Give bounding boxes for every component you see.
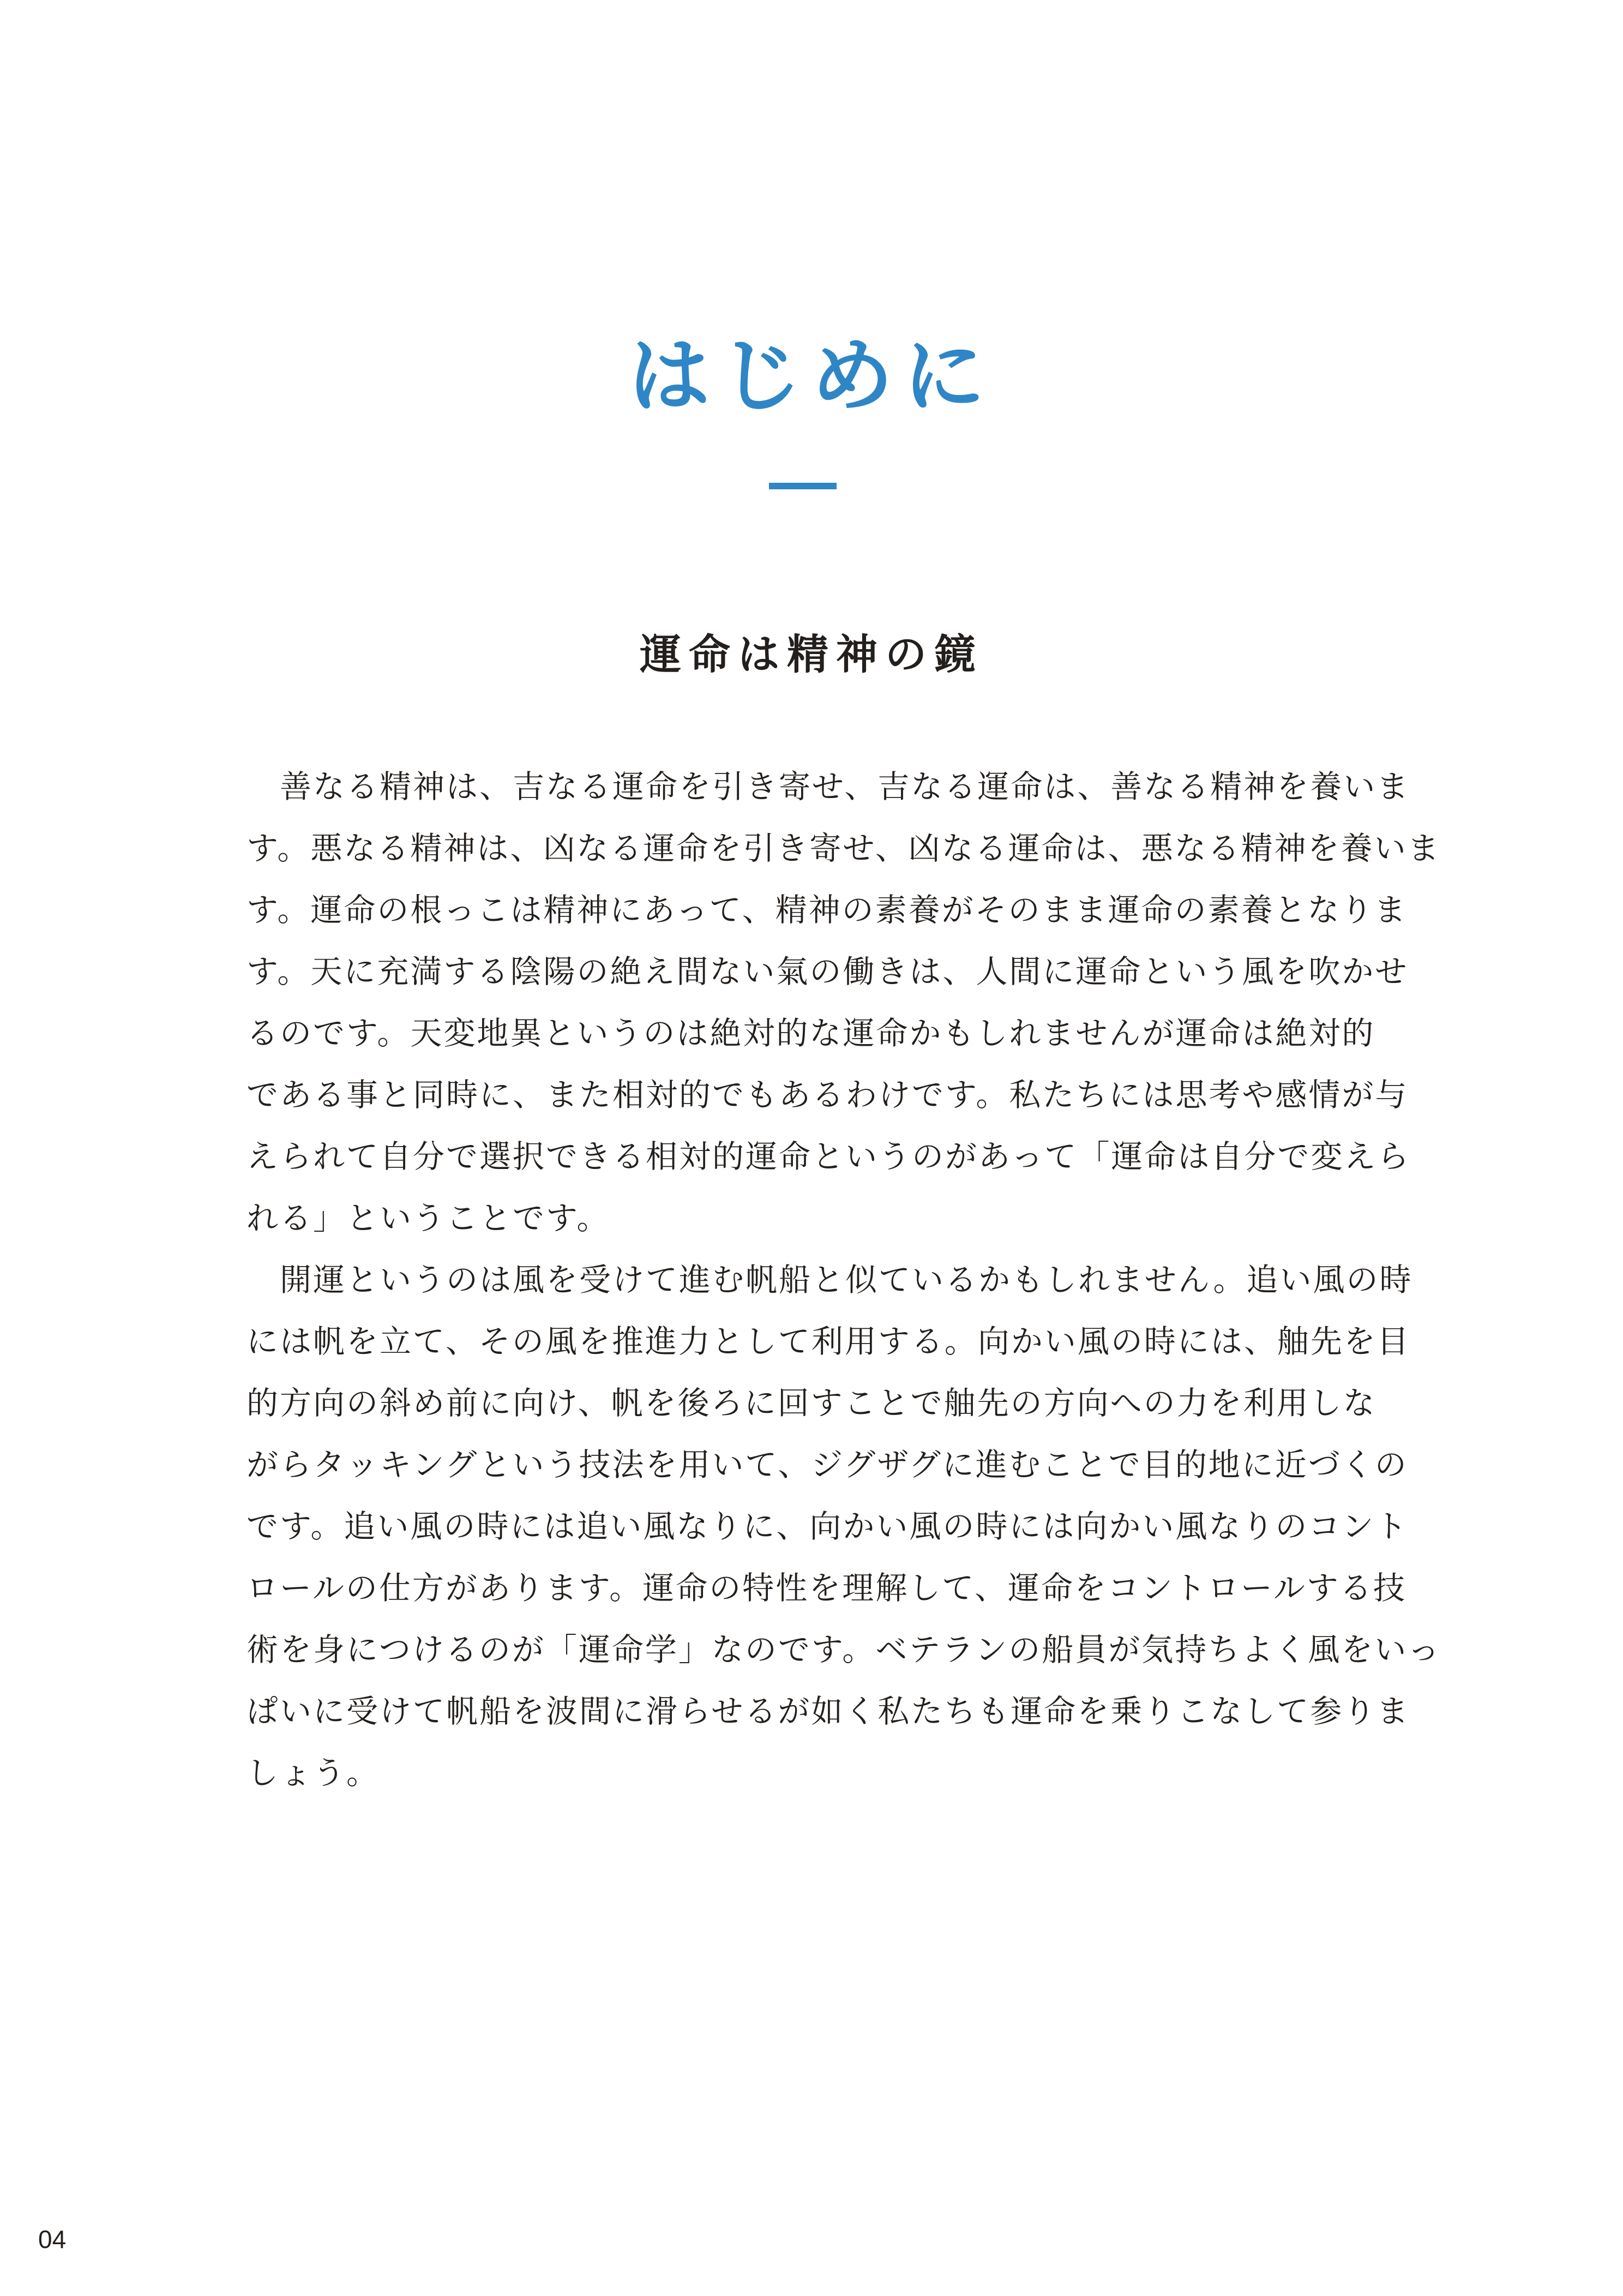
body-line: です。追い風の時には追い風なりに、向かい風の時には向かい風なりのコント bbox=[247, 1508, 1409, 1545]
body-line: ぱいに受けて帆船を波間に滑らせるが如く私たちも運命を乗りこなして参りま bbox=[247, 1693, 1410, 1730]
body-line: るのです。天変地異というのは絶対的な運命かもしれませんが運命は絶対的 bbox=[247, 1015, 1375, 1052]
body-line: ロールの仕方があります。運命の特性を理解して、運命をコントロールする技 bbox=[247, 1569, 1406, 1606]
title-underline-rule bbox=[769, 483, 837, 489]
body-line: えられて自分で選択できる相対的運命というのがあって「運命は自分で変えら bbox=[247, 1138, 1411, 1175]
body-line: す。天に充満する陰陽の絶え間ない氣の働きは、人間に運命という風を吹かせ bbox=[247, 953, 1409, 990]
section-subtitle: 運命は精神の鏡 bbox=[640, 630, 983, 679]
body-line: 術を身につけるのが「運命学」なのです。ベテランの船員が気持ちよく風をいっ bbox=[247, 1631, 1441, 1668]
body-line: す。運命の根っこは精神にあって、精神の素養がそのまま運命の素養となりま bbox=[247, 891, 1408, 928]
body-line: 善なる精神は、吉なる運命を引き寄せ、吉なる運命は、善なる精神を養いま bbox=[247, 768, 1410, 805]
page-title: はじめに bbox=[628, 329, 995, 424]
body-line: がらタッキングという技法を用いて、ジグザグに進むことで目的地に近づくの bbox=[247, 1446, 1408, 1483]
body-line: れる」ということです。 bbox=[247, 1200, 610, 1237]
body-text bbox=[247, 756, 1441, 1804]
body-line: しょう。 bbox=[247, 1754, 380, 1791]
body-line: 的方向の斜め前に向け、帆を後ろに回すことで舳先の方向への力を利用しな bbox=[247, 1384, 1376, 1422]
body-line: である事と同時に、また相対的でもあるわけです。私たちには思考や感情が与 bbox=[247, 1076, 1409, 1113]
page-number: 04 bbox=[38, 2225, 67, 2253]
body-line: す。悪なる精神は、凶なる運命を引き寄せ、凶なる運命は、悪なる精神を養いま bbox=[247, 830, 1441, 867]
body-line: 開運というのは風を受けて進む帆船と似ているかもしれません。追い風の時 bbox=[247, 1261, 1413, 1298]
body-line: には帆を立て、その風を推進力として利用する。向かい風の時には、舳先を目 bbox=[247, 1323, 1410, 1360]
